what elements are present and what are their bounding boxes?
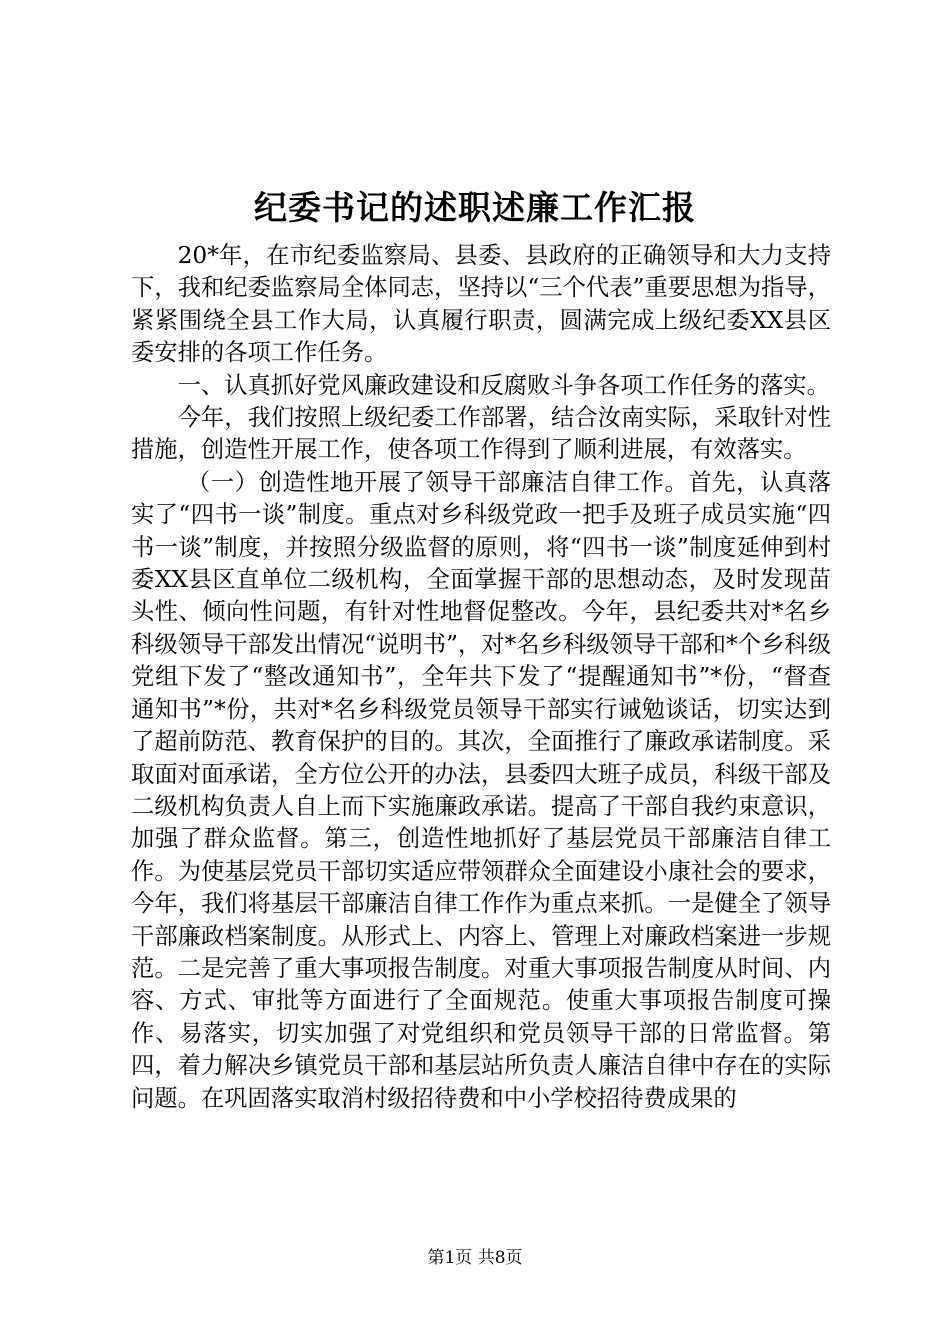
paragraph-this-year: 今年，我们按照上级纪委工作部署，结合汝南实际，采取针对性措施，创造性开展工作，使各项工作得到了顺利进展，有效落实。 <box>131 404 831 464</box>
page-footer: 第1页 共8页 <box>427 1248 523 1268</box>
paragraph-subsection-one: （一）创造性地开展了领导干部廉洁自律工作。首先，认真落实了“四书一谈”制度。重点对乡科级党政一把手及班子成员实施“四书一谈”制度，并按照分级监督的原则，将“四书一谈”制度延伸到村委XX县区直单位二级机构，全面掌握干部的思想动态，及时发现苗头性、倾向性问题，有针对性地督促整改。今年，县纪委共对*名乡科级领导干部发出情况“说明书”，对*名乡科级领导干部和*个乡科级党组下发了“整改通知书”，全年共下发了“提醒通知书”*份，“督查通知书”*份，共对*名乡科级党员领导干部实行诫勉谈话，切实达到了超前防范、教育保护的目的。其次，全面推行了廉政承诺制度。采取面对面承诺，全方位公开的办法，县委四大班子成员，科级干部及二级机构负责人自上而下实施廉政承诺。提高了干部自我约束意识，加强了群众监督。第三，创造性地抓好了基层党员干部廉洁自律工作。为使基层党员干部切实适应带领群众全面建设小康社会的要求，今年，我们将基层干部廉洁自律工作作为重点来抓。一是健全了领导干部廉政档案制度。从形式上、内容上、管理上对廉政档案进一步规范。二是完善了重大事项报告制度。对重大事项报告制度从时间、内容、方式、审批等方面进行了全面规范。使重大事项报告制度可操作、易落实，切实加强了对党组织和党员领导干部的日常监督。第四，着力解决乡镇党员干部和基层站所负责人廉洁自律中存在的实际问题。在巩固落实取消村级招待费和中小学校招待费成果的 <box>131 468 831 1112</box>
paragraph-intro: 20*年，在市纪委监察局、县委、县政府的正确领导和大力支持下，我和纪委监察局全体同志，坚持以“三个代表”重要思想为指导，紧紧围绕全县工作大局，认真履行职责，圆满完成上级纪委XX县区委安排的各项工作任务。 <box>131 242 831 367</box>
paragraph-section-heading: 一、认真抓好党风廉政建设和反腐败斗争各项工作任务的落实。 <box>177 371 830 399</box>
document-body <box>131 240 831 1115</box>
document-title: 纪委书记的述职述廉工作汇报 <box>254 188 696 227</box>
